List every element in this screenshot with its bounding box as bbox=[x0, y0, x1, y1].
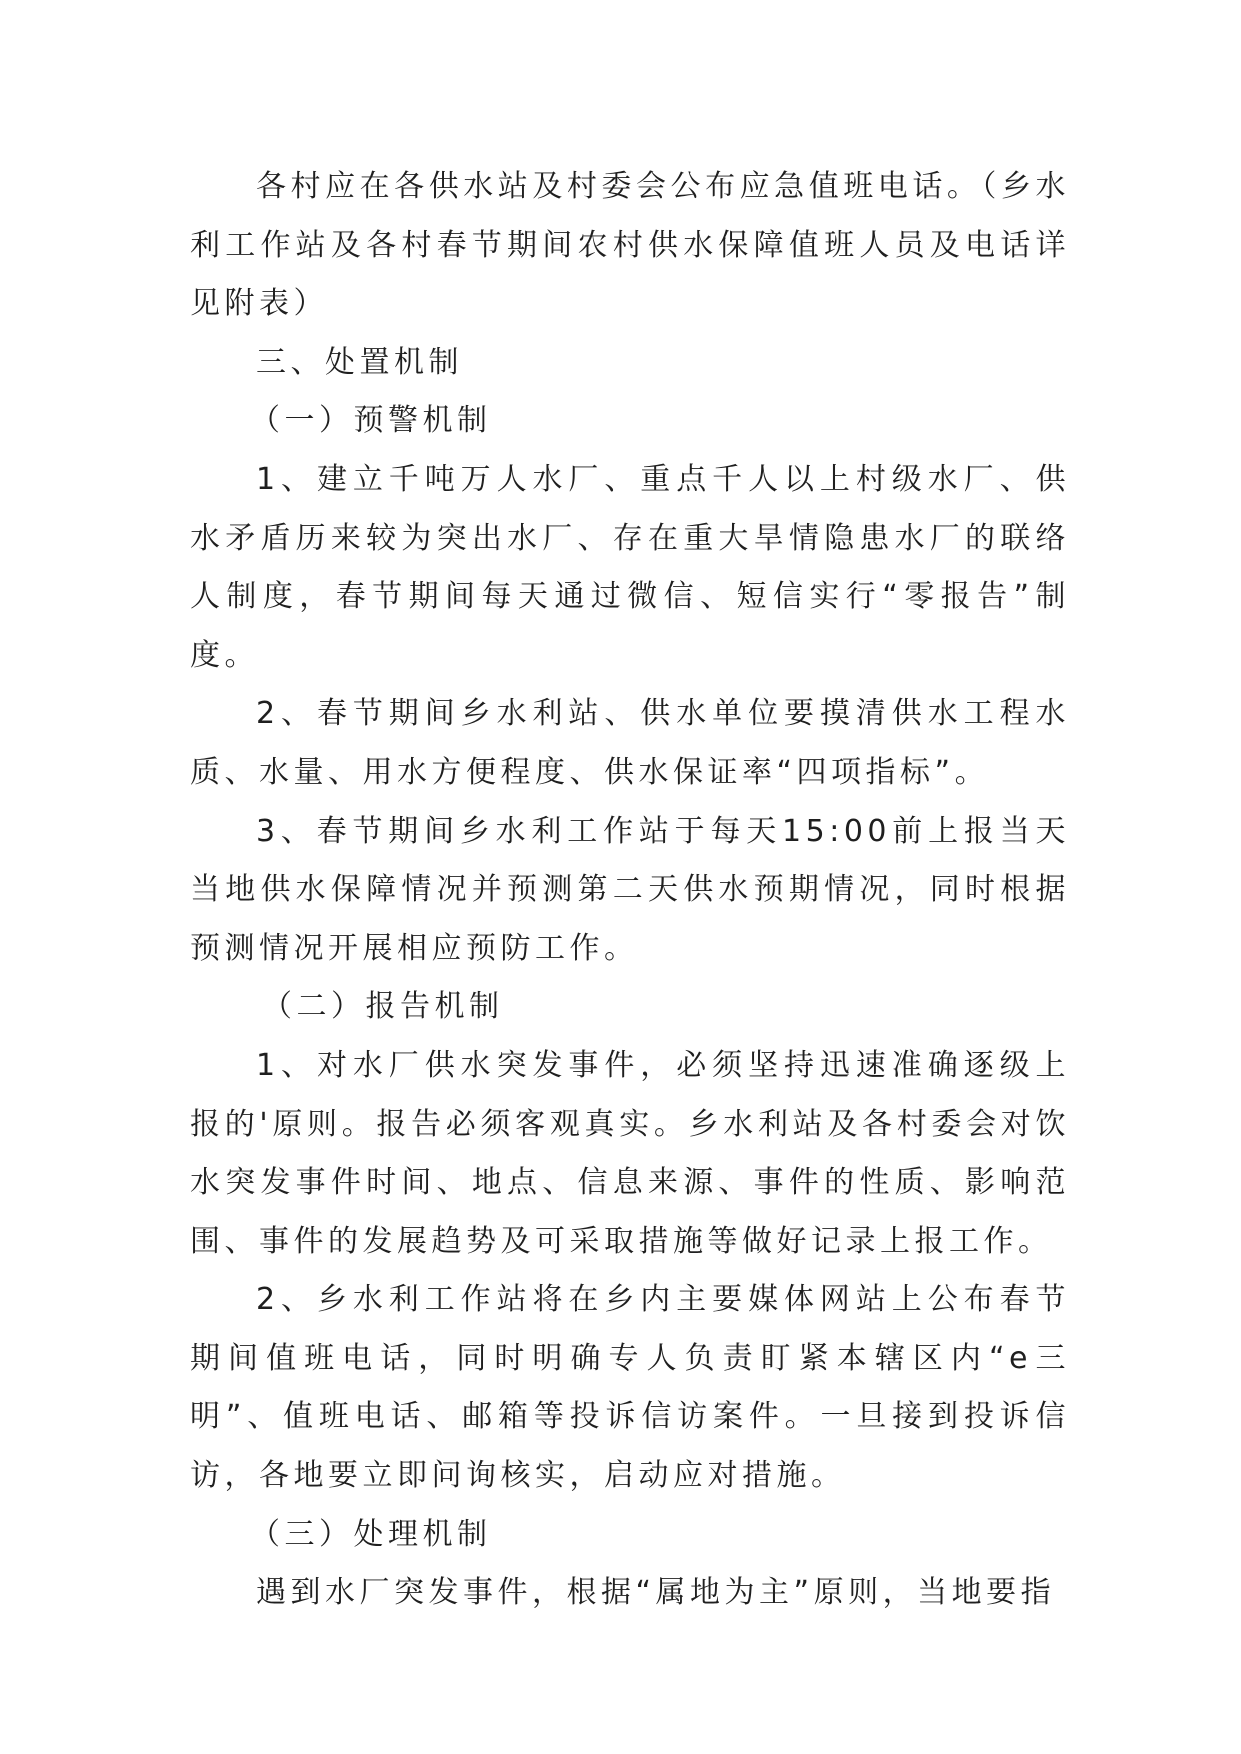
paragraph-reporting-item-1: 1、对水厂供水突发事件，必须坚持迅速准确逐级上报的'原则。报告必须客观真实。乡水利站及各村委会对饮水突发事件时间、地点、信息来源、事件的性质、影响范围、事件的发展趋势及可采取措施等做好记录上报工作。 bbox=[190, 1047, 1070, 1259]
subheading-handling: （三）处理机制 bbox=[250, 1516, 492, 1552]
subheading-early-warning: （一）预警机制 bbox=[250, 403, 492, 439]
document-body bbox=[190, 158, 1070, 1623]
paragraph-warning-item-2: 2、春节期间乡水利站、供水单位要摸清供水工程水质、水量、用水方便程度、供水保证率“四项指标”。 bbox=[190, 696, 1070, 790]
subheading-reporting: （二）报告机制 bbox=[262, 989, 504, 1025]
paragraph-handling-intro: 遇到水厂突发事件，根据“属地为主”原则，当地要指 bbox=[256, 1575, 1056, 1611]
paragraph-warning-item-3: 3、春节期间乡水利工作站于每天15:00前上报当天当地供水保障情况并预测第二天供水预期情况，同时根据预测情况开展相应预防工作。 bbox=[190, 813, 1070, 966]
section-heading-disposal-mechanism: 三、处置机制 bbox=[256, 344, 463, 380]
paragraph-duty-phone-notice: 各村应在各供水站及村委会公布应急值班电话。（乡水利工作站及各村春节期间农村供水保障值班人员及电话详见附表） bbox=[190, 169, 1070, 322]
paragraph-reporting-item-2: 2、乡水利工作站将在乡内主要媒体网站上公布春节期间值班电话，同时明确专人负责盯紧本辖区内“e三明”、值班电话、邮箱等投诉信访案件。一旦接到投诉信访，各地要立即问询核实，启动应对措施。 bbox=[190, 1282, 1070, 1494]
paragraph-warning-item-1: 1、建立千吨万人水厂、重点千人以上村级水厂、供水矛盾历来较为突出水厂、存在重大旱情隐患水厂的联络人制度，春节期间每天通过微信、短信实行“零报告”制度。 bbox=[190, 461, 1070, 673]
